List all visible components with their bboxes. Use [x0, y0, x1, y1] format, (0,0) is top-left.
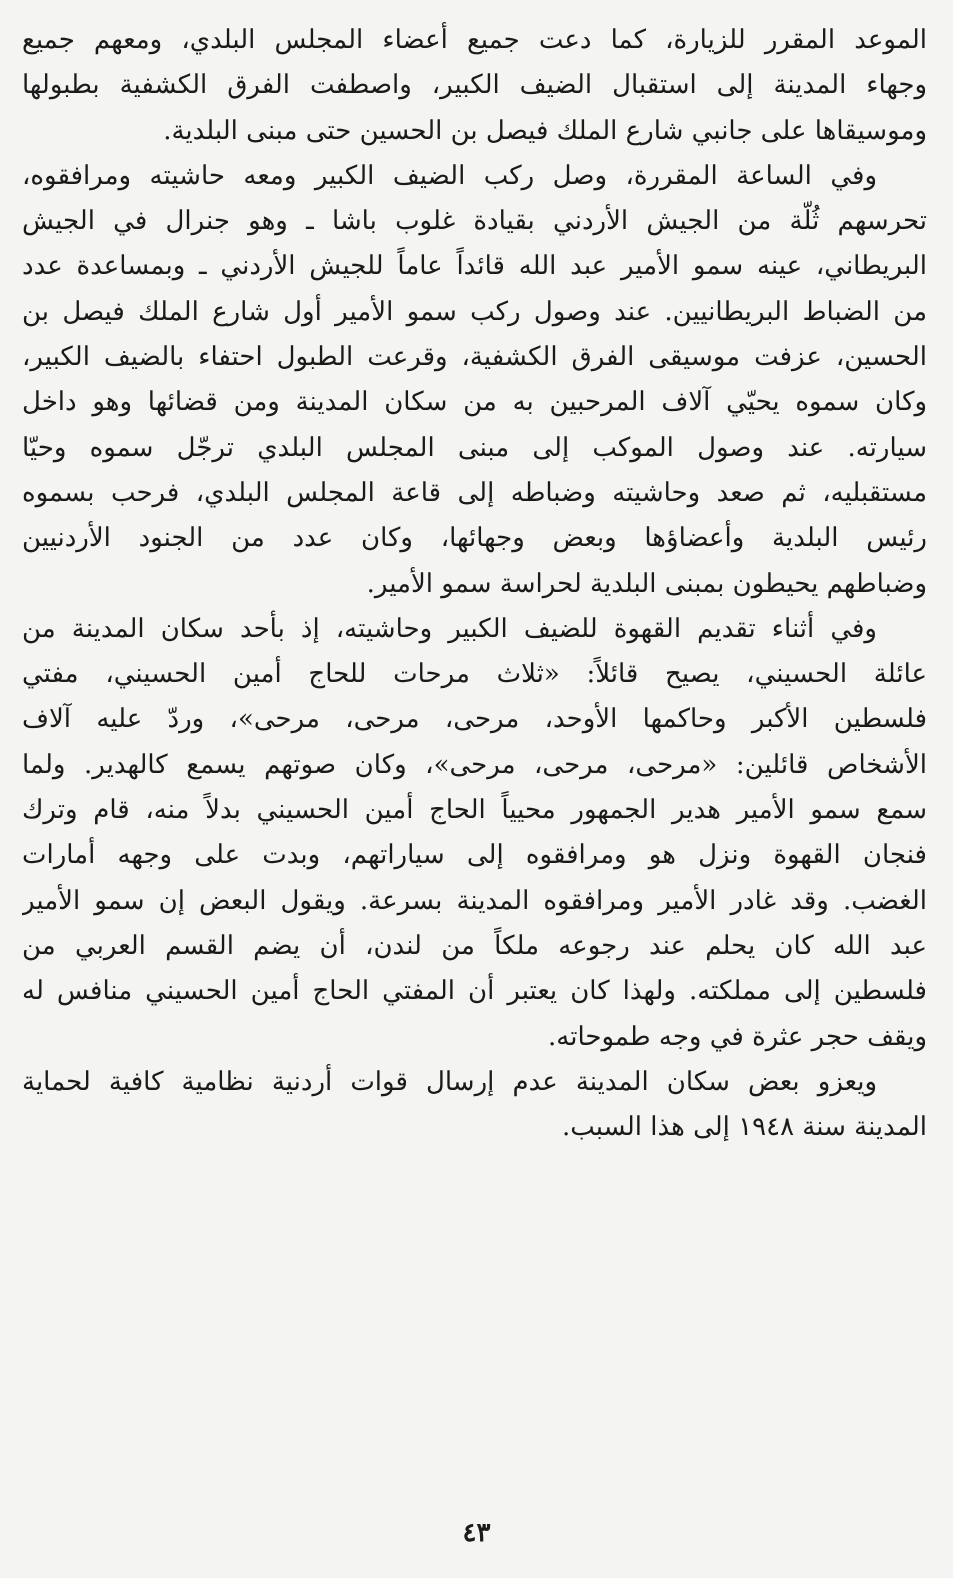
text-line: عائلة الحسيني، يصيح قائلاً: «ثلاث مرحات للحاج أمين الحسيني، مفتي [22, 659, 927, 690]
text-line: ويقف حجر عثرة في وجه طموحاته. [548, 1021, 927, 1052]
text-line: وفي الساعة المقررة، وصل ركب الضيف الكبير ومعه حاشيته ومرافقوه، [22, 160, 877, 191]
text-line: سمع سمو الأمير هدير الجمهور محيياً الحاج أمين الحسيني بدلاً منه، قام وترك [22, 795, 927, 826]
text-line: تحرسهم ثُلّة من الجيش الأردني بقيادة غلوب باشا ـ وهو جنرال في الجيش [22, 206, 927, 237]
text-line: رئيس البلدية وأعضاؤها وبعض وجهائها، وكان عدد من الجنود الأردنيين [22, 523, 927, 554]
text-line: فلسطين إلى مملكته. ولهذا كان يعتبر أن المفتي الحاج أمين الحسيني منافس له [22, 976, 927, 1007]
text-line: من الضباط البريطانيين. عند وصول ركب سمو الأمير أول شارع الملك فيصل بن [22, 296, 927, 327]
text-line: عبد الله كان يحلم عند رجوعه ملكاً من لندن، أن يضم القسم العربي من [22, 930, 927, 961]
page-number: ٤٣ [462, 1518, 491, 1548]
body-text [22, 18, 927, 1150]
text-line: وموسيقاها على جانبي شارع الملك فيصل بن الحسين حتى مبنى البلدية. [163, 115, 927, 146]
text-line: وفي أثناء تقديم القهوة للضيف الكبير وحاشيته، إذ بأحد سكان المدينة من [22, 613, 877, 644]
text-line: الغضب. وقد غادر الأمير ومرافقوه المدينة بسرعة. ويقول البعض إن سمو الأمير [22, 885, 927, 916]
text-line: سيارته. عند وصول الموكب إلى مبنى المجلس البلدي ترجّل سموه وحيّا [22, 432, 927, 463]
text-line: ويعزو بعض سكان المدينة عدم إرسال قوات أردنية نظامية كافية لحماية [22, 1066, 877, 1097]
text-line: مستقبليه، ثم صعد وحاشيته وضباطه إلى قاعة المجلس البلدي، فرحب بسموه [22, 477, 927, 508]
text-line: الموعد المقرر للزيارة، كما دعت جميع أعضاء المجلس البلدي، ومعهم جميع [22, 25, 927, 55]
text-line: فلسطين الأكبر وحاكمها الأوحد، مرحى، مرحى، مرحى»، وردّ عليه آلاف [22, 704, 927, 735]
text-line: فنجان القهوة ونزل هو ومرافقوه إلى سياراتهم، وبدت على وجهه أمارات [22, 840, 927, 871]
text-line: وجهاء المدينة إلى استقبال الضيف الكبير، واصطفت الفرق الكشفية بطبولها [22, 70, 927, 101]
text-line: المدينة سنة ١٩٤٨ إلى هذا السبب. [562, 1112, 927, 1143]
text-line: البريطاني، عينه سمو الأمير عبد الله قائداً عاماً للجيش الأردني ـ وبمساعدة عدد [22, 251, 927, 282]
text-line: وكان سموه يحيّي آلاف المرحبين به من سكان المدينة ومن قضائها وهو داخل [22, 387, 927, 418]
text-line: الحسين، عزفت موسيقى الفرق الكشفية، وقرعت الطبول احتفاء بالضيف الكبير، [22, 342, 927, 373]
text-line: الأشخاص قائلين: «مرحى، مرحى، مرحى»، وكان صوتهم يسمع كالهدير. ولما [22, 749, 927, 780]
text-line: وضباطهم يحيطون بمبنى البلدية لحراسة سمو الأمير. [366, 568, 927, 599]
